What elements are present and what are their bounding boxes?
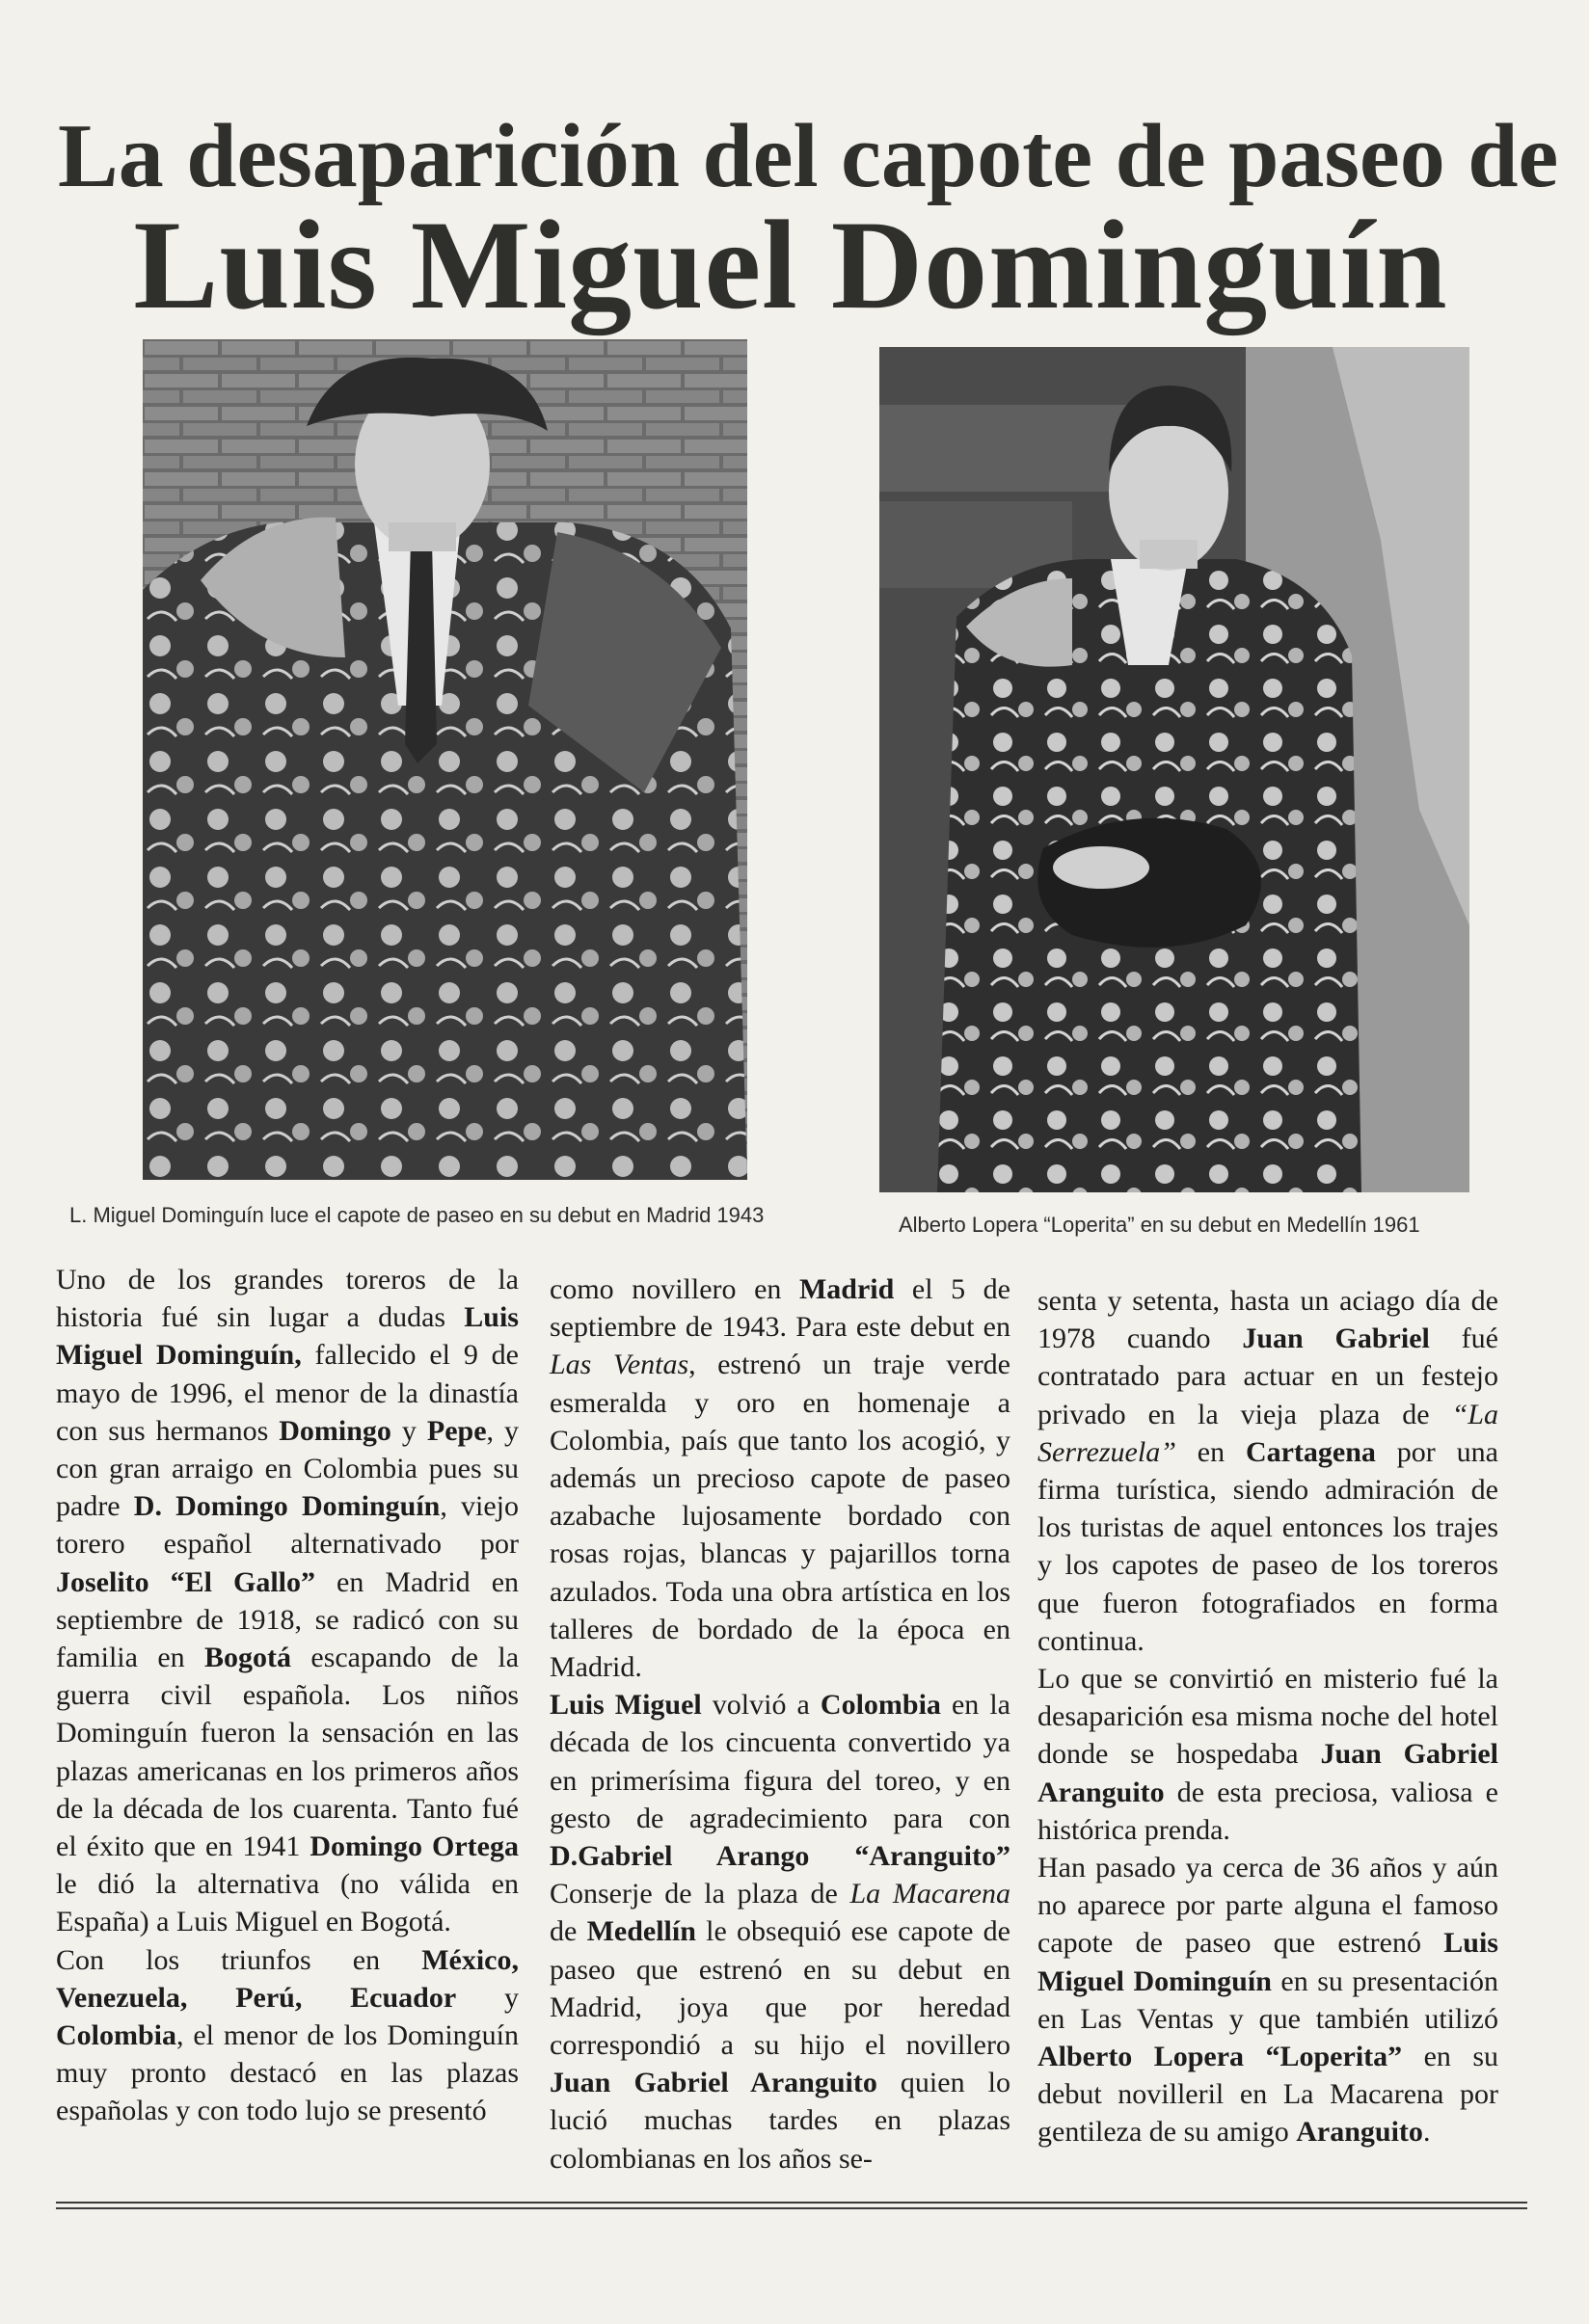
photo-luis-miguel-dominguin bbox=[143, 339, 747, 1180]
photo-alberto-lopera bbox=[879, 347, 1469, 1192]
paragraph: Luis Miguel volvió a Colombia en la década de los cincuenta convertido ya en primerísima figura del toreo, y en gesto de agradecimiento para con D.Gabriel Arango “Aranguito” Conserje de la plaza de La Macarena de Medellín le obsequió ese capote de paseo que estrenó en su debut en Madrid, joya que por heredad correspondió a su hijo el novillero Juan Gabriel Aranguito quien lo lució muchas tardes en plazas colombianas en los años se- bbox=[550, 1689, 1011, 2175]
photo-caption-1: L. Miguel Dominguín luce el capote de paseo en su debut en Madrid 1943 bbox=[69, 1203, 765, 1227]
paragraph: Lo que se convirtió en misterio fué la desaparición esa misma noche del hotel donde se hospedaba Juan Gabriel Aranguito de esta preciosa, valiosa e histórica prenda. bbox=[1037, 1663, 1498, 1846]
article-title-line2: Luis Miguel Dominguín bbox=[133, 194, 1448, 335]
article-column-3 bbox=[1037, 1282, 1498, 2151]
footer-rule bbox=[56, 2202, 1527, 2204]
article-column-2 bbox=[550, 1270, 1010, 2177]
article-column-1 bbox=[56, 1261, 519, 2130]
paragraph: como novillero en Madrid el 5 de septiembre de 1943. Para este debut en Las Ventas, estrenó un traje verde esmeralda y oro en homenaje a Colombia, país que tanto los acogió, y además un precioso capote de paseo azabache lujosamente bordado con rosas rojas, blancas y pajarillos torna azulados. Toda una obra artística en los talleres de bordado de la época en Madrid. bbox=[550, 1273, 1010, 1684]
footer-rule bbox=[56, 2207, 1527, 2209]
paragraph: Uno de los grandes toreros de la historia fué sin lugar a dudas Luis Miguel Dominguín, fallecido el 9 de mayo de 1996, el menor de la dinastía con sus hermanos Domingo y Pepe, y con gran arraigo en Colombia pues su padre D. Domingo Dominguín, viejo torero español alternativado por Joselito “El Gallo” en Madrid en septiembre de 1918, se radicó con su familia en Bogotá escapando de la guerra civil española. Los niños Dominguín fueron la sensación en las plazas americanas en los primeros años de la década de los cuarenta. Tanto fué el éxito que en 1941 Domingo Ortega le dió la alternativa (no válida en España) a Luis Miguel en Bogotá. bbox=[56, 1264, 520, 1938]
paragraph: senta y setenta, hasta un aciago día de 1978 cuando Juan Gabriel fué contratado para actuar en un festejo privado en la vieja plaza de “La Serrezuela” en Cartagena por una firma turística, siendo admiración de los turistas de aquel entonces los trajes y los capotes de paseo de los toreros que fueron fotografiados en forma continua. bbox=[1037, 1285, 1498, 1657]
article-title-line1: La desaparición del capote de paseo de bbox=[58, 106, 1559, 206]
paragraph: Han pasado ya cerca de 36 años y aún no aparece por parte alguna el famoso capote de paseo que estrenó Luis Miguel Dominguín en su presentación en Las Ventas y que también utilizó Alberto Lopera “Loperita” en su debut novilleril en La Macarena por gentileza de su amigo Aranguito. bbox=[1037, 1852, 1498, 2149]
paragraph: Con los triunfos en México, Venezuela, Perú, Ecuador y Colombia, el menor de los Dominguín muy pronto destacó en las plazas españolas y con todo lujo se presentó bbox=[56, 1943, 520, 2127]
photo-caption-2: Alberto Lopera “Loperita” en su debut en Medellín 1961 bbox=[899, 1213, 1420, 1237]
